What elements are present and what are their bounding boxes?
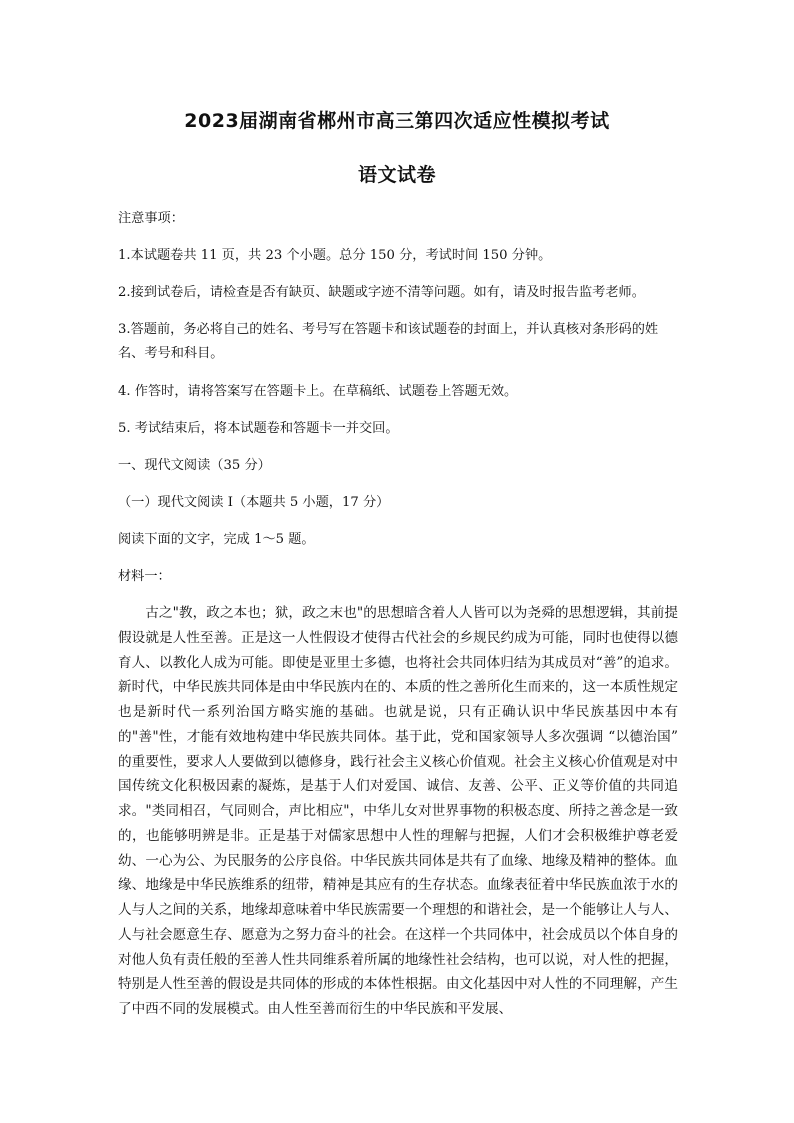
sub-section-title: （一）现代文阅读 I（本题共 5 小题，17 分） — [118, 495, 390, 510]
exam-subtitle: 语文试卷 — [357, 164, 436, 186]
note-item-5: 5. 考试结束后，将本试题卷和答题卡一并交回。 — [118, 421, 399, 436]
note-item-3: 3.答题前，务必将自己的姓名、考号写在答题卡和该试题卷的封面上，并认真核对条形码的姓名、考号和科目。 — [118, 322, 659, 361]
exam-title: 2023届湖南省郴州市高三第四次适应性模拟考试 — [184, 110, 610, 132]
reading-instruction: 阅读下面的文字，完成 1～5 题。 — [118, 532, 315, 547]
passage-paragraph: 古之"教，政之本也；狱，政之末也"的思想暗含着人人皆可以为尧舜的思想逻辑，其前提假设就是人性至善。正是这一人性假设才使得古代社会的乡规民约成为可能，同时也使得以德育人、以教化人成为可能。即使是亚里士多德，也将社会共同体归结为其成员对“善”的追求。新时代，中华民族共同体是由中华民族内在的、本质的性之善所化生而来的，这一本质性规定也是新时代一系列治国方略实施的基础。也就是说，只有正确认识中华民族基因中本有的"善"性，才能有效地构建中华民族共同体。基于此，党和国家领导人多次强调 “以德治国” 的重要性，要求人人要做到以德修身，践行社会主义核心价值观。社会主义核心价值观是对中国传统文化积极因素的凝炼，是基于人们对爱国、诚信、友善、公平、正义等价值的共同追求。"类同相召，气同则合，声比相应"，中华儿女对世界事物的积极态度、所持之善念是一致的，也能够明辨是非。正是基于对儒家思想中人性的理解与把握，人们才会积极维护尊老爱幼、一心为公、为民服务的公序良俗。中华民族共同体是共有了血缘、地缘及精神的整体。血缘、地缘是中华民族维系的纽带，精神是其应有的生存状态。血缘表征着中华民族血浓于水的人与人之间的关系，地缘却意味着中华民族需要一个理想的和谐社会，是一个能够让人与人、人与社会愿意生存、愿意为之努力奋斗的社会。在这样一个共同体中，社会成员以个体自身的对他人负有责任般的至善人性共同维系着所属的地缘性社会结构，也可以说，对人性的把握，特别是人性至善的假设是共同体的形成的本体性根据。由文化基因中对人性的不同理解，产生了中西不同的发展模式。由人性至善而衍生的中华民族和平发展、 — [118, 605, 678, 1017]
part-title: 一、现代文阅读（35 分） — [118, 458, 271, 473]
notes-heading: 注意事项： — [118, 211, 184, 226]
note-item-2: 2.接到试卷后，请检查是否有缺页、缺题或字迹不清等问题。如有，请及时报告监考老师。 — [118, 285, 645, 300]
note-item-1: 1.本试题卷共 11 页，共 23 个小题。总分 150 分，考试时间 150 分钟。 — [118, 248, 552, 263]
material-label: 材料一： — [118, 569, 171, 584]
note-item-4: 4. 作答时，请将答案写在答题卡上。在草稿纸、试题卷上答题无效。 — [118, 384, 518, 399]
